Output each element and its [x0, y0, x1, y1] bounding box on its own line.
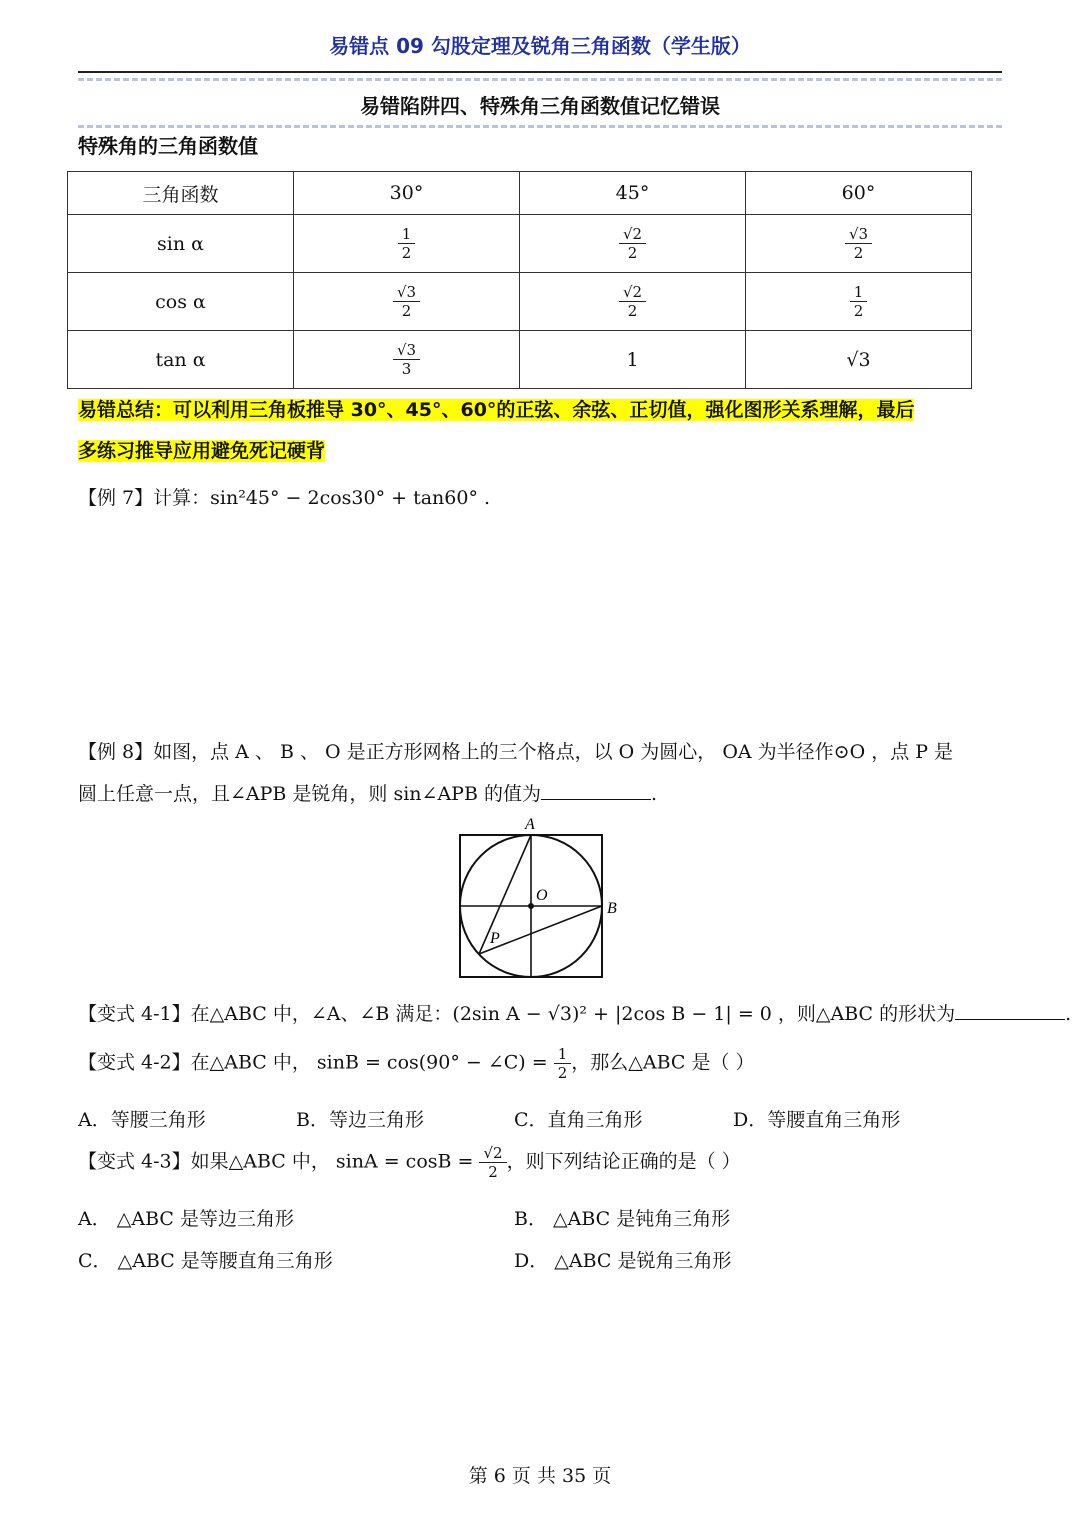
label-b: B	[607, 900, 617, 917]
example-7-expression: sin²45° − 2cos30° + tan60° .	[210, 487, 491, 509]
fraction: $\frac{√3}{2}$	[393, 283, 420, 320]
option-d[interactable]: D． △ABC 是锐角三角形	[514, 1250, 732, 1272]
option-c[interactable]: C．直角三角形	[514, 1109, 643, 1131]
table-row	[68, 215, 972, 273]
row-label: tan α	[68, 331, 294, 389]
section-title: 易错陷阱四、特殊角三角函数值记忆错误	[360, 94, 720, 118]
fraction: $\frac{√2}{2}$	[479, 1144, 506, 1181]
fraction: $\frac{1}{2}$	[850, 283, 868, 320]
table-cell	[520, 215, 746, 273]
table-header-cell: 30°	[294, 172, 520, 215]
section-subtitle: 特殊角的三角函数值	[78, 134, 258, 158]
summary-line-1: 易错总结：可以利用三角板推导 30°、45°、60°的正弦、余弦、正切值，强化图形关系理解，最后	[78, 399, 915, 421]
circle-grid-figure	[450, 812, 630, 982]
row-label: cos α	[68, 273, 294, 331]
table-header-cell: 60°	[746, 172, 972, 215]
document-header-title: 易错点 09 勾股定理及锐角三角函数（学生版）	[329, 34, 751, 58]
fraction: $\frac{√3}{3}$	[393, 341, 420, 378]
table-cell	[746, 273, 972, 331]
label-p: P	[490, 930, 500, 947]
fraction: $\frac{1}{2}$	[398, 225, 416, 262]
option-d[interactable]: D．等腰直角三角形	[733, 1109, 901, 1131]
answer-blank[interactable]	[541, 781, 651, 800]
table-header-row	[68, 172, 972, 215]
page-number: 第 6 页 共 35 页	[468, 1465, 612, 1487]
fraction: $\frac{√2}{2}$	[619, 283, 646, 320]
option-a[interactable]: A． △ABC 是等边三角形	[78, 1208, 294, 1230]
variant-4-2: 【变式 4-2】在△ABC 中， sinB = cos(90° − ∠C) = $\frac{1}{2}$ ，那么△ABC 是（ ）	[78, 1045, 755, 1082]
special-angle-table	[67, 171, 972, 389]
example-7	[78, 483, 490, 510]
table-cell	[294, 215, 520, 273]
option-b[interactable]: B．等边三角形	[296, 1109, 424, 1131]
variant-4-1: 【变式 4-1】在△ABC 中，∠A、∠B 满足：(2sin A − √3)² + |2cos B − 1| = 0 ，则△ABC 的形状为 .	[78, 1003, 1072, 1025]
variant-4-3: 【变式 4-3】如果△ABC 中， sinA = cosB = $\frac{√2}{2}$ ，则下列结论正确的是（ ）	[78, 1144, 741, 1181]
dashed-divider-bottom	[78, 125, 1002, 128]
table-cell: √3	[746, 331, 972, 389]
fraction: $\frac{1}{2}$	[554, 1045, 572, 1082]
summary-line-2: 多练习推导应用避免死记硬背	[78, 440, 326, 462]
example-8-line-2: 圆上任意一点，且∠APB 是锐角，则 sin∠APB 的值为 .	[78, 783, 658, 805]
table-cell	[294, 273, 520, 331]
label-a: A	[525, 816, 535, 833]
option-a[interactable]: A．等腰三角形	[78, 1109, 206, 1131]
option-c[interactable]: C． △ABC 是等腰直角三角形	[78, 1250, 333, 1272]
fraction: $\frac{√2}{2}$	[619, 225, 646, 262]
table-row	[68, 331, 972, 389]
header-divider	[78, 71, 1002, 73]
table-cell	[294, 331, 520, 389]
label-o: O	[536, 887, 548, 904]
table-header-cell: 45°	[520, 172, 746, 215]
answer-blank[interactable]	[955, 1001, 1065, 1020]
example-8-line-1: 【例 8】如图，点 A 、 B 、 O 是正方形网格上的三个格点，以 O 为圆心， OA 为半径作⊙O ，点 P 是	[78, 741, 954, 763]
dashed-divider-top	[78, 78, 1002, 81]
example-7-label: 【例 7】计算：	[78, 487, 211, 509]
table-row	[68, 273, 972, 331]
center-point-o	[528, 903, 534, 909]
row-label: sin α	[68, 215, 294, 273]
fraction: $\frac{√3}{2}$	[845, 225, 872, 262]
option-b[interactable]: B． △ABC 是钝角三角形	[514, 1208, 731, 1230]
table-cell	[520, 273, 746, 331]
table-cell: 1	[520, 331, 746, 389]
table-cell	[746, 215, 972, 273]
table-header-cell: 三角函数	[68, 172, 294, 215]
